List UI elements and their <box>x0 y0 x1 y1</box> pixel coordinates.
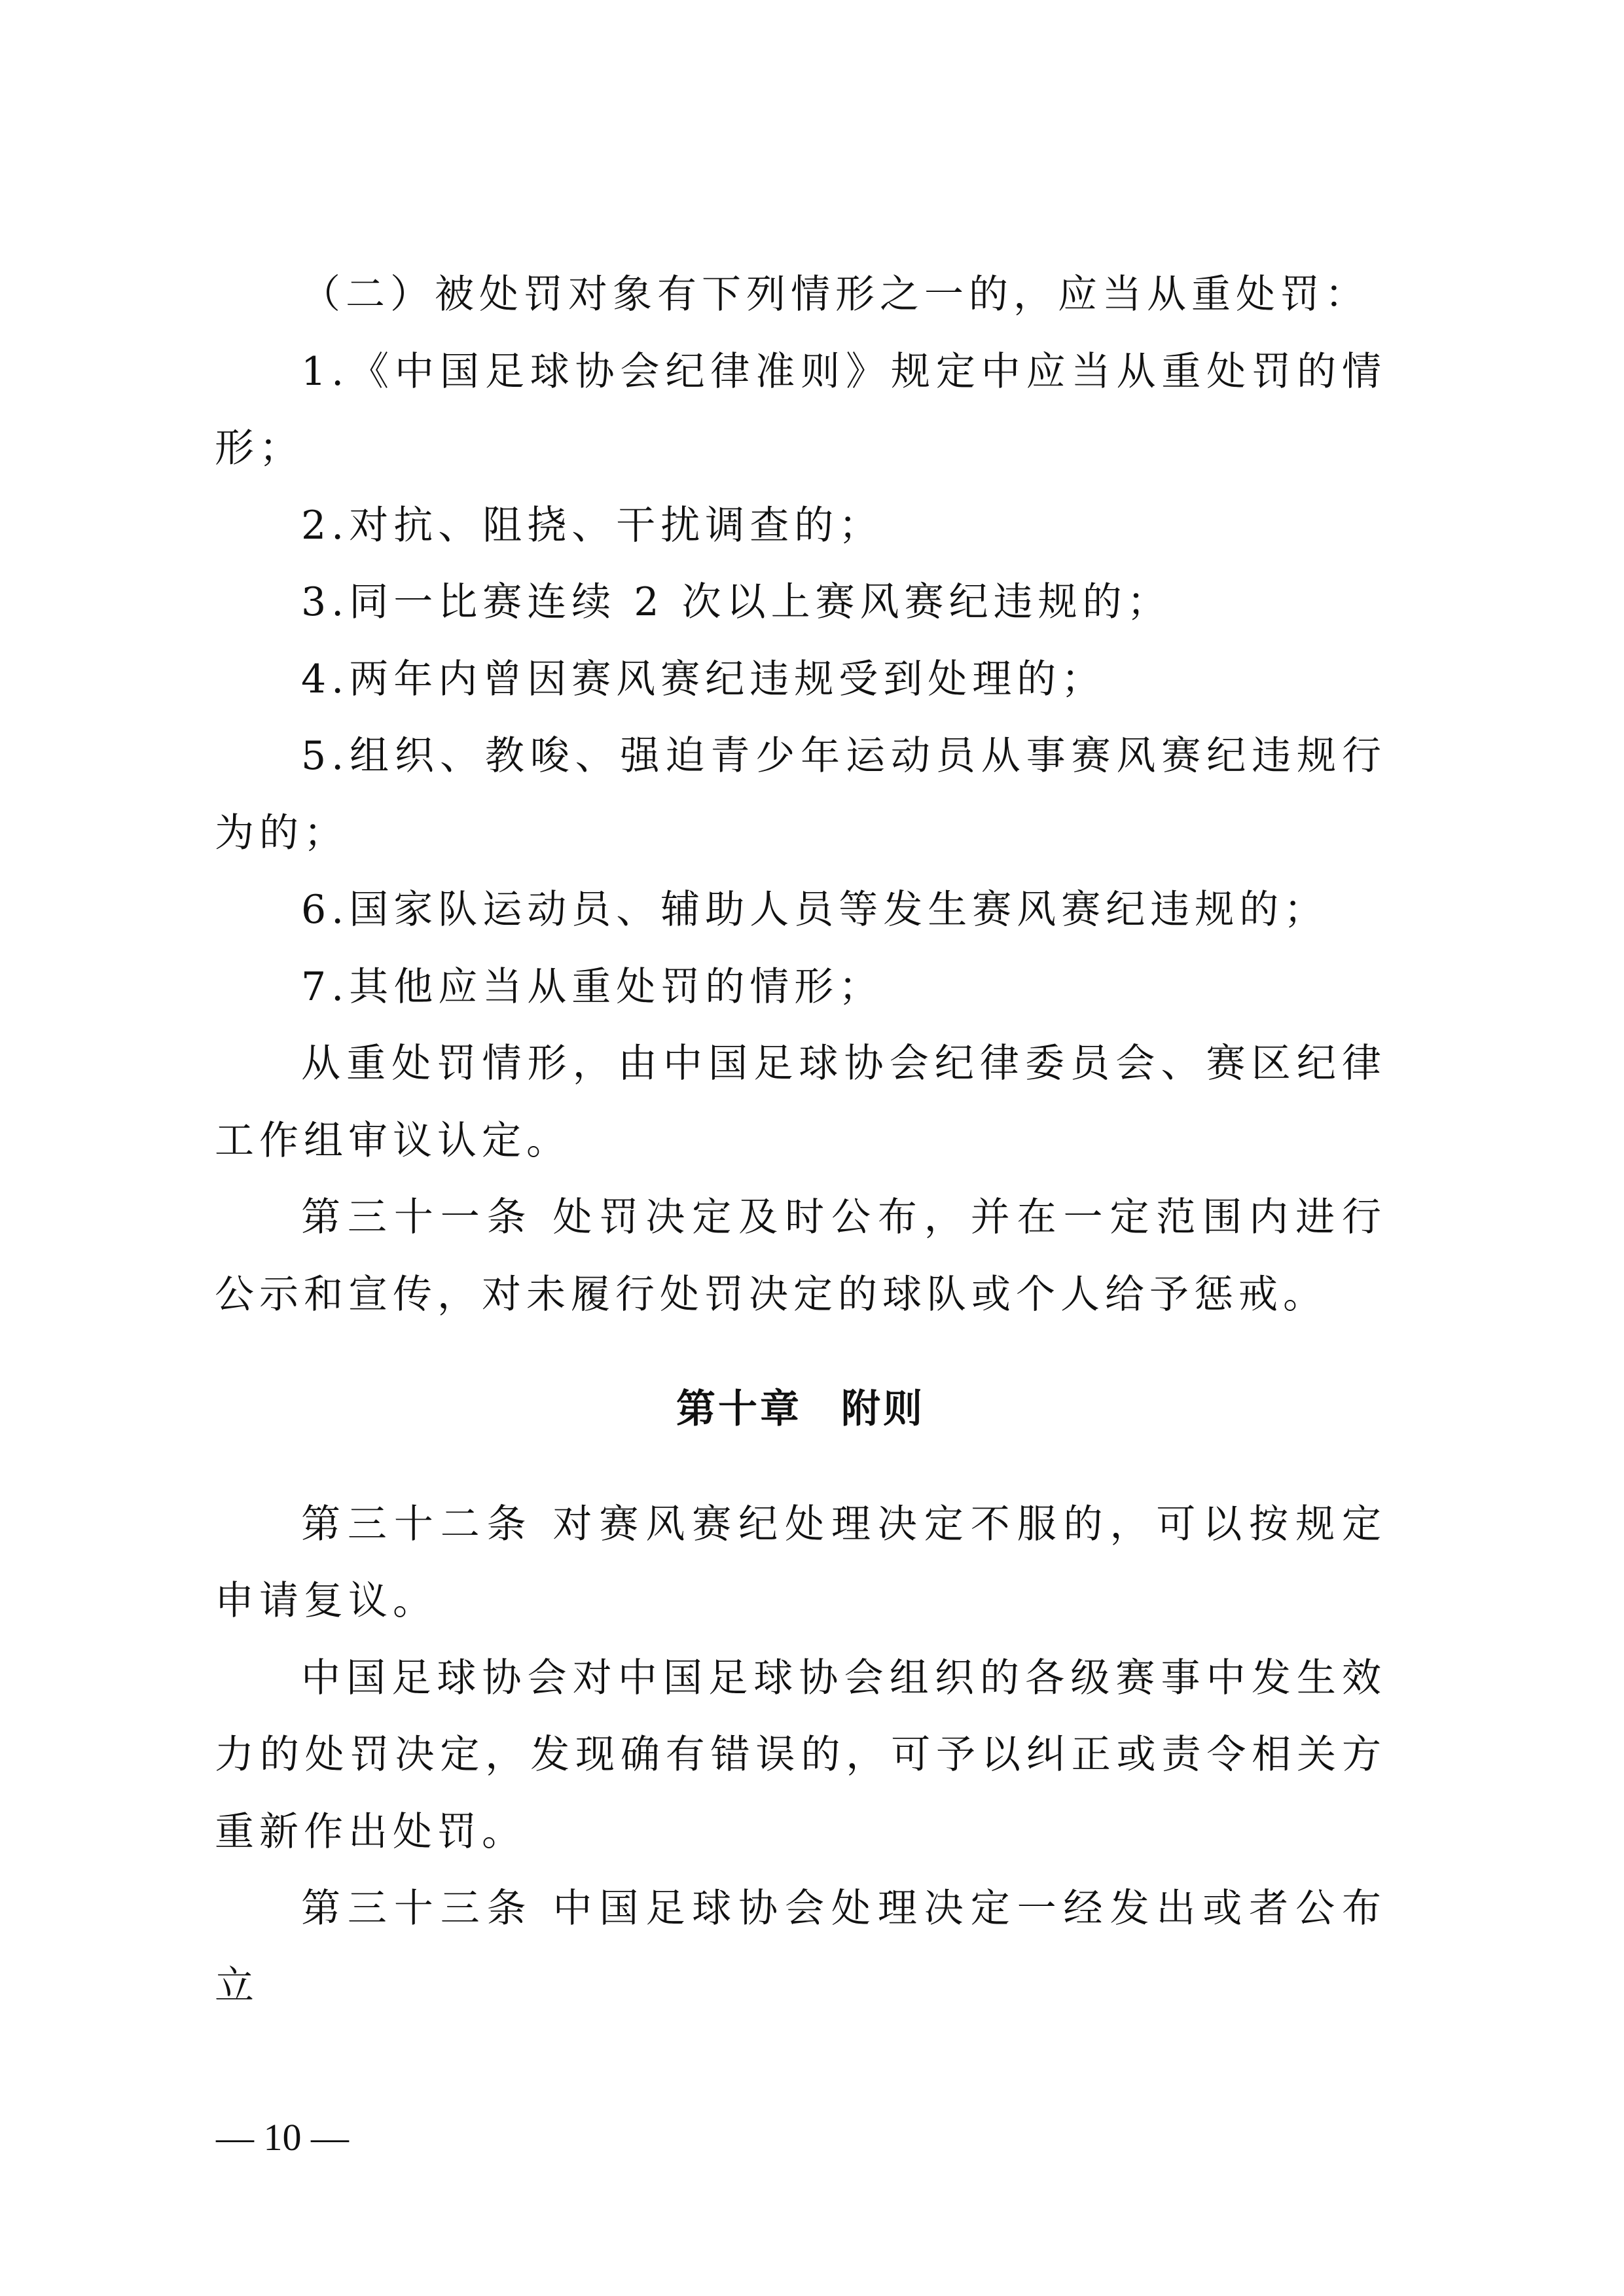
document-page <box>215 257 1386 2024</box>
list-item-6: 6.国家队运动员、辅助人员等发生赛风赛纪违规的； <box>301 887 1329 933</box>
list-item-2: 2.对抗、阻挠、干扰调查的； <box>301 502 884 548</box>
footer-dash-right: — <box>311 2116 349 2159</box>
page-footer <box>216 2115 349 2159</box>
article-31: 第三十一条 处罚决定及时公布，并在一定范围内进行公示和宣传，对未履行处罚决定的球队或个人给予惩戒。 <box>215 1194 1386 1318</box>
chapter-title: 附则 <box>841 1386 925 1432</box>
chapter-number: 第十章 <box>676 1386 802 1432</box>
article-32: 第三十二条 对赛风赛纪处理决定不服的，可以按规定申请复议。 <box>215 1501 1386 1624</box>
list-item-4: 4.两年内曾因赛风赛纪违规受到处理的； <box>301 656 1106 702</box>
list-item-1: 1.《中国足球协会纪律准则》规定中应当从重处罚的情形； <box>215 348 1386 471</box>
paragraph-aggravated-determination: 从重处罚情形，由中国足球协会纪律委员会、赛区纪律工作组审议认定。 <box>215 1041 1386 1164</box>
list-item-3: 3.同一比赛连续 2 次以上赛风赛纪违规的； <box>301 579 1172 625</box>
page-number: 10 <box>263 2116 302 2159</box>
list-item-5: 5.组织、教唆、强迫青少年运动员从事赛风赛纪违规行为的； <box>215 733 1386 856</box>
paragraph-cfa-correction: 中国足球协会对中国足球协会组织的各级赛事中发生效力的处罚决定，发现确有错误的，可予以纠正或责令相关方重新作出处罚。 <box>215 1655 1386 1855</box>
article-33: 第三十三条 中国足球协会处理决定一经发出或者公布立 <box>215 1886 1386 2009</box>
paragraph-aggravated-intro: （二）被处罚对象有下列情形之一的，应当从重处罚： <box>301 272 1369 317</box>
chapter-heading <box>215 1333 1386 1486</box>
footer-dash-left: — <box>216 2116 254 2159</box>
list-item-7: 7.其他应当从重处罚的情形； <box>301 963 884 1010</box>
